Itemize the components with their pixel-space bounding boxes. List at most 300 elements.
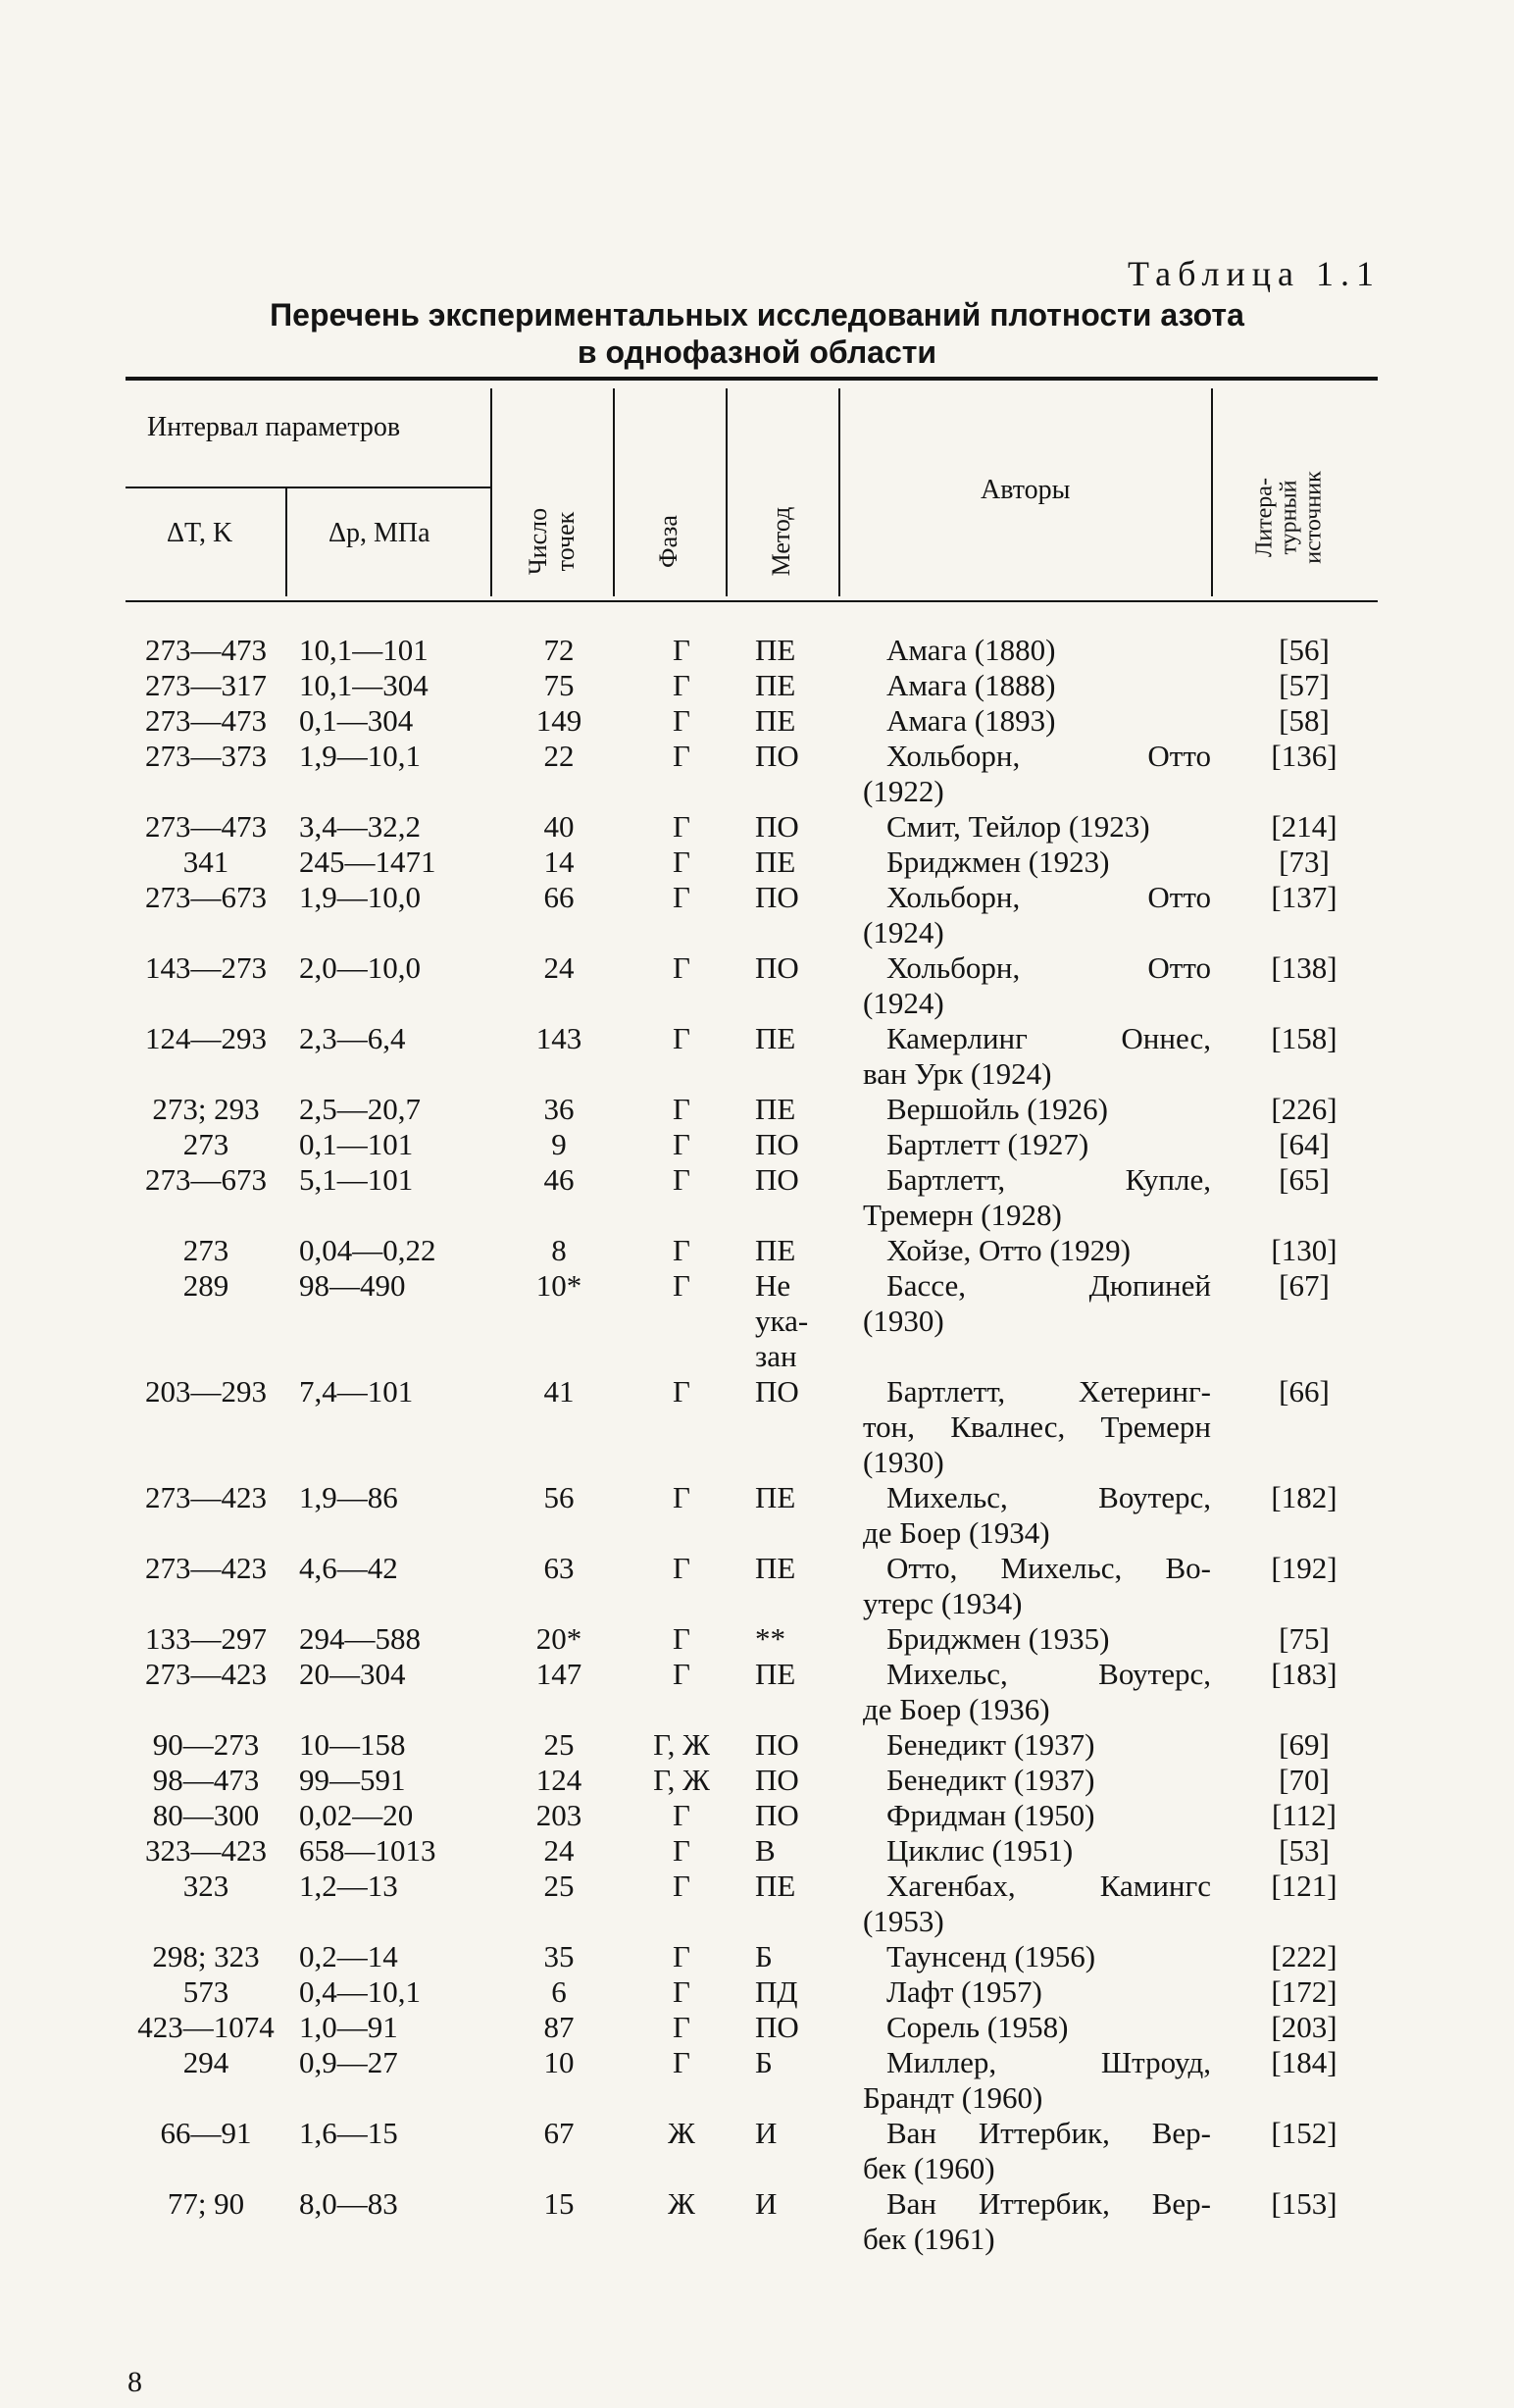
- authors-line: Циклис (1951): [886, 1833, 1074, 1868]
- phase: Г: [673, 845, 690, 879]
- header-bottom-rule: [126, 600, 1378, 602]
- table-number: Таблица 1.1: [1128, 254, 1381, 293]
- table-row: [0, 1162, 1514, 1233]
- table-row: [0, 1621, 1514, 1657]
- literature-reference: [121]: [1271, 1869, 1337, 1903]
- literature-reference: [226]: [1271, 1092, 1337, 1126]
- authors-line: Вершойль (1926): [886, 1092, 1108, 1126]
- table-row: [0, 2186, 1514, 2257]
- literature-reference: [58]: [1279, 703, 1330, 738]
- authors-line: Бартлетт, Купле,: [886, 1162, 1211, 1197]
- pressure-range: 245—1471: [299, 845, 436, 879]
- temperature-range: 90—273: [152, 1727, 260, 1762]
- column-divider: [490, 388, 492, 596]
- points-count: 6: [551, 1974, 567, 2009]
- method-line: **: [755, 1621, 785, 1656]
- pressure-range: 0,04—0,22: [299, 1233, 436, 1267]
- method: [755, 1974, 863, 2010]
- literature-reference: [172]: [1271, 1974, 1337, 2009]
- points-count: 149: [535, 703, 582, 738]
- temperature-range: 203—293: [145, 1374, 267, 1409]
- authors-line: (1924): [863, 915, 944, 949]
- table-row: [0, 809, 1514, 845]
- temperature-range: 80—300: [152, 1798, 260, 1832]
- authors: [863, 703, 1211, 739]
- table-row: [0, 1798, 1514, 1833]
- authors-line: Бартлетт (1927): [886, 1127, 1089, 1161]
- authors: [863, 950, 1211, 1021]
- pressure-range: 2,5—20,7: [299, 1092, 421, 1126]
- temperature-range: 273—423: [145, 1551, 267, 1585]
- temperature-range: 273; 293: [152, 1092, 260, 1126]
- pressure-range: 10,1—101: [299, 633, 429, 667]
- authors-line: Хольборн, Отто: [886, 739, 1211, 773]
- pressure-range: 0,1—101: [299, 1127, 414, 1161]
- phase: Г: [673, 1621, 690, 1656]
- authors-line: Михельс, Воутерс,: [886, 1480, 1211, 1514]
- phase: Г: [673, 1551, 690, 1585]
- method: [755, 1833, 863, 1869]
- method: [755, 809, 863, 845]
- authors: [863, 1233, 1211, 1268]
- method: [755, 1798, 863, 1833]
- points-count: 203: [535, 1798, 582, 1832]
- table-row: [0, 1763, 1514, 1798]
- table-title-line1: Перечень экспериментальных исследований плотности азота: [270, 297, 1244, 333]
- points-count: 20*: [535, 1621, 582, 1656]
- phase: Ж: [668, 2186, 695, 2221]
- points-count: 36: [543, 1092, 575, 1126]
- phase: Г: [673, 1374, 690, 1409]
- points-count: 63: [543, 1551, 575, 1585]
- authors: [863, 1374, 1211, 1480]
- phase: Г: [673, 1798, 690, 1832]
- method-line: ПЕ: [755, 1869, 796, 1903]
- points-count: 46: [543, 1162, 575, 1197]
- method: [755, 1021, 863, 1056]
- points-count: 14: [543, 845, 575, 879]
- header-reference: [1253, 454, 1327, 582]
- method: [755, 1657, 863, 1692]
- points-count: 41: [543, 1374, 575, 1409]
- authors-line: Бриджмен (1935): [886, 1621, 1110, 1656]
- authors: [863, 1939, 1211, 1974]
- literature-reference: [152]: [1271, 2116, 1337, 2150]
- literature-reference: [192]: [1271, 1551, 1337, 1585]
- authors: [863, 1092, 1211, 1127]
- literature-reference: [66]: [1279, 1374, 1330, 1409]
- pressure-range: 0,2—14: [299, 1939, 398, 1973]
- table-row: [0, 1233, 1514, 1268]
- method: [755, 1480, 863, 1515]
- literature-reference: [184]: [1271, 2045, 1337, 2079]
- pressure-range: 1,0—91: [299, 2010, 398, 2044]
- authors-line: Сорель (1958): [886, 2010, 1069, 2044]
- phase: Ж: [668, 2116, 695, 2150]
- phase: Г: [673, 1233, 690, 1267]
- temperature-range: 273—473: [145, 809, 267, 844]
- method: [755, 2186, 863, 2222]
- authors: [863, 1127, 1211, 1162]
- authors-line: Хольборн, Отто: [886, 950, 1211, 985]
- table-row: [0, 1657, 1514, 1727]
- temperature-range: 323: [182, 1869, 229, 1903]
- temperature-range: 273—423: [145, 1657, 267, 1691]
- authors-line: (1924): [863, 986, 944, 1020]
- points-count: 75: [543, 668, 575, 702]
- method: [755, 739, 863, 774]
- table-row: [0, 1551, 1514, 1621]
- header-authors: Авторы: [981, 475, 1071, 505]
- points-count: 66: [543, 880, 575, 914]
- authors: [863, 1763, 1211, 1798]
- pressure-range: 0,02—20: [299, 1798, 414, 1832]
- phase: Г: [673, 809, 690, 844]
- points-count: 10: [543, 2045, 575, 2079]
- table-row: [0, 703, 1514, 739]
- pressure-range: 0,1—304: [299, 703, 414, 738]
- temperature-range: 273—673: [145, 880, 267, 914]
- method-line: ПО: [755, 1374, 799, 1409]
- header-points: [525, 492, 580, 590]
- method: [755, 1268, 863, 1374]
- temperature-range: 341: [182, 845, 229, 879]
- authors-line: (1953): [863, 1904, 944, 1938]
- literature-reference: [153]: [1271, 2186, 1337, 2221]
- phase: Г: [673, 1021, 690, 1055]
- points-count: 67: [543, 2116, 575, 2150]
- phase: Г: [673, 1268, 690, 1303]
- column-divider: [285, 488, 287, 596]
- authors-line: Амага (1893): [886, 703, 1056, 738]
- method: [755, 880, 863, 915]
- pressure-range: 8,0—83: [299, 2186, 398, 2221]
- points-count: 25: [543, 1727, 575, 1762]
- authors: [863, 668, 1211, 703]
- method-line: ПО: [755, 739, 799, 773]
- points-count: 35: [543, 1939, 575, 1973]
- phase: Г: [673, 1833, 690, 1868]
- authors: [863, 1268, 1211, 1339]
- pressure-range: 20—304: [299, 1657, 406, 1691]
- table-row: [0, 1727, 1514, 1763]
- method-line: ПО: [755, 1727, 799, 1762]
- table-body: [0, 633, 1514, 2257]
- phase: Г: [673, 880, 690, 914]
- authors: [863, 809, 1211, 845]
- points-count: 87: [543, 2010, 575, 2044]
- authors-line: Таунсенд (1956): [886, 1939, 1096, 1973]
- literature-reference: [158]: [1271, 1021, 1337, 1055]
- literature-reference: [214]: [1271, 809, 1337, 844]
- method-line: ПО: [755, 950, 799, 985]
- temperature-range: 273—373: [145, 739, 267, 773]
- authors-line: Брандт (1960): [863, 2080, 1043, 2115]
- phase: Г: [673, 1162, 690, 1197]
- authors-line: Амага (1880): [886, 633, 1056, 667]
- pressure-range: 10—158: [299, 1727, 406, 1762]
- method-line: ПЕ: [755, 1021, 796, 1055]
- authors-line: Смит, Тейлор (1923): [886, 809, 1150, 844]
- column-divider: [1211, 388, 1213, 596]
- points-count: 9: [551, 1127, 567, 1161]
- table-row: [0, 1021, 1514, 1092]
- method-line: Не: [755, 1268, 791, 1303]
- points-count: 147: [535, 1657, 582, 1691]
- method: [755, 633, 863, 668]
- authors: [863, 1162, 1211, 1233]
- method-line: ПД: [755, 1974, 798, 2009]
- literature-reference: [67]: [1279, 1268, 1330, 1303]
- literature-reference: [56]: [1279, 633, 1330, 667]
- phase: Г: [673, 739, 690, 773]
- authors: [863, 1833, 1211, 1869]
- authors: [863, 2045, 1211, 2116]
- authors-line: Ван Иттербик, Вер-: [886, 2186, 1211, 2221]
- literature-reference: [69]: [1279, 1727, 1330, 1762]
- header-method: Метод: [767, 506, 795, 577]
- authors-line: бек (1961): [863, 2222, 995, 2256]
- authors-line: (1922): [863, 774, 944, 808]
- pressure-range: 5,1—101: [299, 1162, 414, 1197]
- method-line: ПЕ: [755, 1480, 796, 1514]
- authors-line: Камерлинг Оннес,: [886, 1021, 1211, 1055]
- phase: Г: [673, 633, 690, 667]
- table-row: [0, 1127, 1514, 1162]
- table-row: [0, 1833, 1514, 1869]
- header-top-rule: [126, 377, 1378, 381]
- method-line: ука-: [755, 1304, 809, 1338]
- literature-reference: [203]: [1271, 2010, 1337, 2044]
- authors: [863, 2116, 1211, 2186]
- phase: Г: [673, 1657, 690, 1691]
- authors: [863, 1621, 1211, 1657]
- header-ref-line1: Литера-: [1251, 478, 1278, 557]
- pressure-range: 7,4—101: [299, 1374, 414, 1409]
- phase: Г: [673, 1480, 690, 1514]
- interval-subheader-rule: [126, 487, 490, 488]
- table-row: [0, 1974, 1514, 2010]
- method-line: ПЕ: [755, 845, 796, 879]
- literature-reference: [138]: [1271, 950, 1337, 985]
- authors-line: Ван Иттербик, Вер-: [886, 2116, 1211, 2150]
- points-count: 24: [543, 950, 575, 985]
- authors-line: де Боер (1936): [863, 1692, 1050, 1726]
- method-line: ПО: [755, 1162, 799, 1197]
- authors-line: Тремерн (1928): [863, 1198, 1062, 1232]
- method: [755, 950, 863, 986]
- phase: Г, Ж: [653, 1727, 710, 1762]
- authors: [863, 633, 1211, 668]
- method-line: ПЕ: [755, 1092, 796, 1126]
- method: [755, 1233, 863, 1268]
- phase: Г: [673, 2010, 690, 2044]
- phase: Г: [673, 950, 690, 985]
- method-line: ПО: [755, 880, 799, 914]
- points-count: 40: [543, 809, 575, 844]
- authors-line: Отто, Михельс, Во-: [886, 1551, 1211, 1585]
- authors: [863, 1657, 1211, 1727]
- authors: [863, 845, 1211, 880]
- page-number: 8: [127, 2366, 142, 2398]
- method: [755, 1551, 863, 1586]
- temperature-range: 273—423: [145, 1480, 267, 1514]
- authors-line: Хойзе, Отто (1929): [886, 1233, 1131, 1267]
- method: [755, 1763, 863, 1798]
- table-row: [0, 1869, 1514, 1939]
- pressure-range: 2,0—10,0: [299, 950, 421, 985]
- pressure-range: 1,6—15: [299, 2116, 398, 2150]
- authors: [863, 1869, 1211, 1939]
- phase: Г: [673, 1127, 690, 1161]
- points-count: 143: [535, 1021, 582, 1055]
- literature-reference: [182]: [1271, 1480, 1337, 1514]
- authors-line: Амага (1888): [886, 668, 1056, 702]
- pressure-range: 294—588: [299, 1621, 421, 1656]
- authors: [863, 1480, 1211, 1551]
- authors-line: Лафт (1957): [886, 1974, 1042, 2009]
- table-row: [0, 1374, 1514, 1480]
- literature-reference: [53]: [1279, 1833, 1330, 1868]
- authors-line: Бенедикт (1937): [886, 1763, 1095, 1797]
- temperature-range: 273—317: [145, 668, 267, 702]
- temperature-range: 124—293: [145, 1021, 267, 1055]
- pressure-range: 4,6—42: [299, 1551, 398, 1585]
- header-phase: Фаза: [654, 515, 682, 568]
- points-count: 15: [543, 2186, 575, 2221]
- method: [755, 668, 863, 703]
- method: [755, 1162, 863, 1198]
- table-row: [0, 739, 1514, 809]
- pressure-range: 1,9—10,0: [299, 880, 421, 914]
- literature-reference: [136]: [1271, 739, 1337, 773]
- authors-line: Фридман (1950): [886, 1798, 1095, 1832]
- temperature-range: 273—473: [145, 703, 267, 738]
- authors-line: Михельс, Воутерс,: [886, 1657, 1211, 1691]
- authors-line: утерс (1934): [863, 1586, 1023, 1620]
- authors-line: де Боер (1934): [863, 1515, 1050, 1550]
- authors: [863, 1798, 1211, 1833]
- header-points-line2: точек: [551, 511, 580, 572]
- literature-reference: [65]: [1279, 1162, 1330, 1197]
- method-line: ПО: [755, 1763, 799, 1797]
- phase: Г: [673, 2045, 690, 2079]
- method: [755, 1939, 863, 1974]
- literature-reference: [70]: [1279, 1763, 1330, 1797]
- points-count: 124: [535, 1763, 582, 1797]
- authors: [863, 739, 1211, 809]
- authors-line: Миллер, Штроуд,: [886, 2045, 1211, 2079]
- table-row: [0, 668, 1514, 703]
- temperature-range: 423—1074: [137, 2010, 275, 2044]
- points-count: 56: [543, 1480, 575, 1514]
- table-row: [0, 950, 1514, 1021]
- temperature-range: 66—91: [160, 2116, 252, 2150]
- phase: Г: [673, 703, 690, 738]
- table-row: [0, 1092, 1514, 1127]
- table-row: [0, 633, 1514, 668]
- temperature-range: 273—473: [145, 633, 267, 667]
- temperature-range: 273—673: [145, 1162, 267, 1197]
- column-divider: [726, 388, 728, 596]
- phase: Г: [673, 1092, 690, 1126]
- temperature-range: 133—297: [145, 1621, 267, 1656]
- points-count: 10*: [535, 1268, 582, 1303]
- table-row: [0, 2045, 1514, 2116]
- table-title: [0, 296, 1514, 371]
- literature-reference: [130]: [1271, 1233, 1337, 1267]
- points-count: 22: [543, 739, 575, 773]
- method-line: ПЕ: [755, 633, 796, 667]
- method: [755, 2116, 863, 2151]
- phase: Г: [673, 668, 690, 702]
- pressure-range: 1,2—13: [299, 1869, 398, 1903]
- table-row: [0, 880, 1514, 950]
- temperature-range: 98—473: [152, 1763, 260, 1797]
- temperature-range: 77; 90: [167, 2186, 245, 2221]
- literature-reference: [57]: [1279, 668, 1330, 702]
- literature-reference: [112]: [1272, 1798, 1337, 1832]
- temperature-range: 273: [182, 1233, 229, 1267]
- table-title-line2: в однофазной области: [577, 334, 937, 370]
- method: [755, 1127, 863, 1162]
- literature-reference: [64]: [1279, 1127, 1330, 1161]
- method: [755, 1727, 863, 1763]
- header-ref-line2: турный: [1276, 480, 1302, 555]
- header-ref-line3: источник: [1300, 471, 1327, 564]
- authors-line: ван Урк (1924): [863, 1056, 1052, 1091]
- points-count: 72: [543, 633, 575, 667]
- method: [755, 845, 863, 880]
- column-divider: [838, 388, 840, 596]
- authors-line: Бенедикт (1937): [886, 1727, 1095, 1762]
- method-line: ПО: [755, 2010, 799, 2044]
- authors-line: (1930): [863, 1445, 944, 1479]
- pressure-range: 2,3—6,4: [299, 1021, 406, 1055]
- method: [755, 1092, 863, 1127]
- points-count: 8: [551, 1233, 567, 1267]
- literature-reference: [75]: [1279, 1621, 1330, 1656]
- phase: Г: [673, 1974, 690, 2009]
- method-line: Б: [755, 2045, 773, 2079]
- authors: [863, 1727, 1211, 1763]
- method-line: ПО: [755, 1798, 799, 1832]
- authors-line: тон, Квалнес, Тремерн: [863, 1409, 1211, 1444]
- header-dt: ΔT, K: [167, 518, 233, 548]
- authors: [863, 2010, 1211, 2045]
- temperature-range: 289: [182, 1268, 229, 1303]
- table-row: [0, 1939, 1514, 1974]
- pressure-range: 1,9—10,1: [299, 739, 421, 773]
- table-row: [0, 845, 1514, 880]
- method-line: ПО: [755, 1127, 799, 1161]
- authors-line: Бассе, Дюпиней: [886, 1268, 1211, 1303]
- pressure-range: 98—490: [299, 1268, 406, 1303]
- table-row: [0, 2010, 1514, 2045]
- literature-reference: [222]: [1271, 1939, 1337, 1973]
- method: [755, 703, 863, 739]
- temperature-range: 143—273: [145, 950, 267, 985]
- header-interval: Интервал параметров: [147, 412, 401, 442]
- phase: Г: [673, 1939, 690, 1973]
- header-dp: Δp, МПа: [328, 518, 430, 548]
- method-line: ПО: [755, 809, 799, 844]
- method-line: ПЕ: [755, 1657, 796, 1691]
- literature-reference: [137]: [1271, 880, 1337, 914]
- temperature-range: 298; 323: [152, 1939, 260, 1973]
- table-row: [0, 1480, 1514, 1551]
- authors-line: Бриджмен (1923): [886, 845, 1110, 879]
